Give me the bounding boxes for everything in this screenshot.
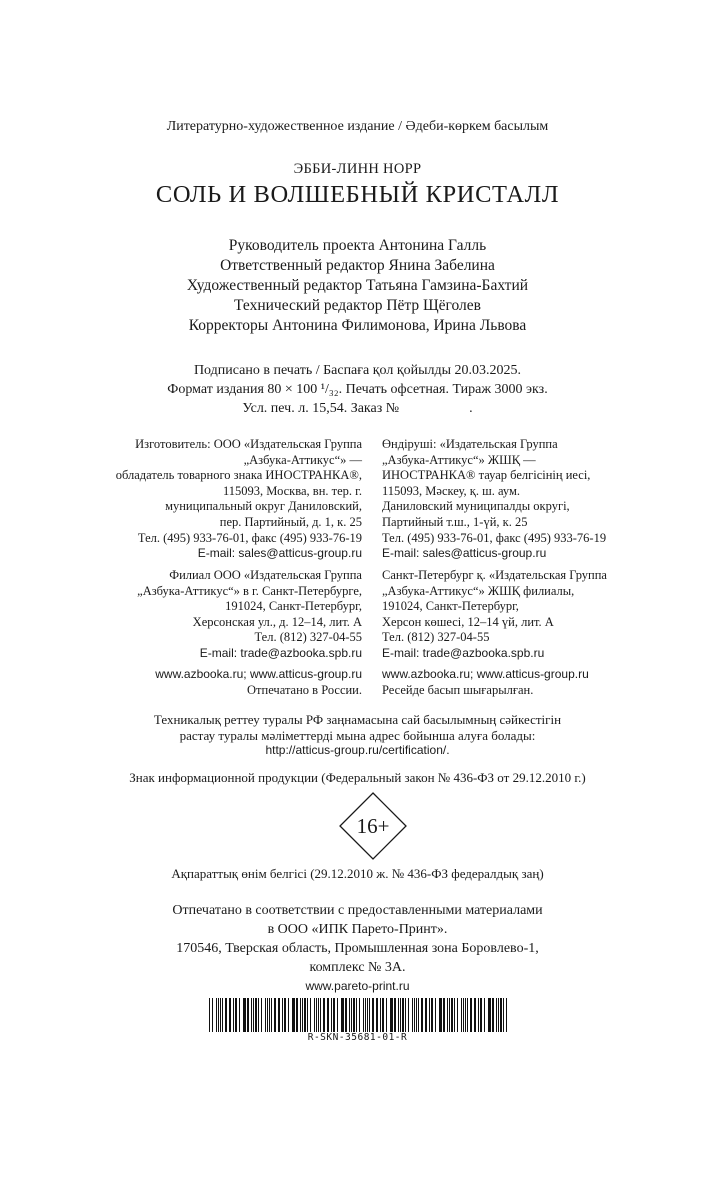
barcode-bar [467, 998, 468, 1032]
barcode-bar [382, 998, 384, 1032]
address-line: Херсон көшесі, 12–14 үй, лит. А [382, 614, 554, 629]
barcode-bar [498, 998, 499, 1032]
barcode-bar [454, 998, 455, 1032]
address-line: Даниловский муниципалды округі, [382, 499, 570, 514]
address-line: Тел. (495) 933-76-01, факс (495) 933-76-19 [137, 530, 362, 545]
barcode-bar [492, 998, 494, 1032]
barcode-bar [253, 998, 254, 1032]
barcode-bar [282, 998, 283, 1032]
print-details [0, 361, 715, 418]
address-line: Өндіруші: «Издательская Группа [382, 437, 558, 451]
barcode-bar [349, 998, 350, 1032]
barcode-bar [470, 998, 472, 1032]
address-line: муниципальный округ Даниловский, [165, 499, 362, 514]
manufacturer-ru [80, 437, 362, 562]
cert-url: http://atticus-group.ru/certification/. [265, 743, 450, 758]
manufacturer-kz [382, 437, 682, 562]
barcode-bar [271, 998, 272, 1032]
barcode-bar [220, 998, 221, 1032]
barcode-bar [292, 998, 295, 1032]
signed-date: Подписано в печать / Баспаға қол қойылды 20.03.2025. [193, 363, 522, 378]
barcode-bar [296, 998, 298, 1032]
barcode-bar [235, 998, 237, 1032]
web-kz [382, 667, 682, 698]
barcode-bar [480, 998, 482, 1032]
address-line: 115093, Мәскеу, қ. ш. аум. [382, 483, 520, 498]
barcode-bar [398, 998, 399, 1032]
barcode-bar [488, 998, 491, 1032]
barcode-bar [461, 998, 462, 1032]
barcode-bar [209, 998, 210, 1032]
barcode-bar [376, 998, 378, 1032]
barcode-bar [439, 998, 442, 1032]
printer-info [0, 901, 715, 996]
barcode-bar [369, 998, 370, 1032]
barcode-bar [443, 998, 445, 1032]
barcode-bar [341, 998, 344, 1032]
barcode-bar [307, 998, 308, 1032]
barcode-bar [331, 998, 332, 1032]
web-ru [80, 667, 362, 698]
address-line: Партийный т.ш., 1-үй, к. 25 [382, 514, 528, 529]
printer-line: комплекс № 3А. [309, 960, 406, 975]
barcode-bar [503, 998, 504, 1032]
tech-line: Техникалық реттеу туралы РФ заңнамасына сай басылымның сәйкестігін [153, 712, 562, 727]
barcode-bar [243, 998, 246, 1032]
barcode-bar [447, 998, 448, 1032]
printed-in: Ресейде басып шығарылған. [382, 682, 534, 697]
barcode-bar [478, 998, 479, 1032]
barcode-bar [365, 998, 366, 1032]
printed-in: Отпечатано в России. [247, 682, 362, 697]
book-title: СОЛЬ И ВОЛШЕБНЫЙ КРИСТАЛЛ [155, 181, 560, 208]
printer-line: в ООО «ИПК Парето-Принт». [267, 922, 448, 937]
address-line: Тел. (812) 327-04-55 [382, 630, 490, 645]
barcode-bar [284, 998, 286, 1032]
email-line: E-mail: sales@atticus-group.ru [382, 546, 547, 561]
barcode-bar [372, 998, 374, 1032]
barcode-bar [327, 998, 329, 1032]
barcode-bar [429, 998, 430, 1032]
barcode-bar [333, 998, 335, 1032]
barcode-bar [239, 998, 240, 1032]
barcode-bar [400, 998, 401, 1032]
address-line: „Азбука-Аттикус“» — [243, 452, 362, 467]
age-law-kz: Ақпараттық өнім белгісі (29.12.2010 ж. № 436-ФЗ федералдық заң) [171, 866, 544, 881]
address-line: Санкт-Петербург қ. «Издательская Группа [382, 568, 607, 582]
barcode-bar [451, 998, 453, 1032]
credits-block [0, 236, 715, 336]
address-line: „Азбука-Аттикус“» в г. Санкт-Петербурге, [137, 583, 362, 598]
tech-regulation [0, 712, 715, 759]
barcode-bar [457, 998, 458, 1032]
barcode-bar [288, 998, 289, 1032]
barcode-bar [418, 998, 419, 1032]
barcode-bar [412, 998, 413, 1032]
barcode-bar [425, 998, 427, 1032]
barcode-bar [310, 998, 311, 1032]
barcode-bar [318, 998, 319, 1032]
address-line: пер. Партийный, д. 1, к. 25 [219, 514, 362, 529]
barcode-bar [320, 998, 321, 1032]
address-line: Херсонская ул., д. 12–14, лит. А [192, 614, 362, 629]
barcode-bar [421, 998, 423, 1032]
barcode-bar [345, 998, 347, 1032]
format-line: Формат издания 80 × 100 ¹/₃₂. Печать офсетная. Тираж 3000 экз. [167, 382, 548, 397]
printer-url: www.pareto-print.ru [305, 979, 410, 993]
barcode-bar [247, 998, 249, 1032]
barcode-bar [233, 998, 234, 1032]
barcode-bar [225, 998, 227, 1032]
barcode-bar [431, 998, 433, 1032]
barcode-bar [267, 998, 268, 1032]
barcode-bar [408, 998, 409, 1032]
tech-line: растау туралы мәліметтерді мына адрес бойынша алуға болады: [179, 727, 536, 743]
barcode-bar [302, 998, 303, 1032]
address-line: Тел. (812) 327-04-55 [254, 630, 362, 645]
barcode-bar [222, 998, 223, 1032]
barcode-bar [449, 998, 450, 1032]
barcode-bar [229, 998, 231, 1032]
barcode-bar [316, 998, 317, 1032]
barcode-bar [274, 998, 276, 1032]
credit-line: Технический редактор Пётр Щёголев [234, 297, 481, 314]
address-line: „Азбука-Аттикус“» ЖШҚ филиалы, [382, 583, 575, 598]
email-line: E-mail: trade@azbooka.spb.ru [199, 645, 362, 660]
sheets-text: Усл. печ. л. 15,54. Заказ № [242, 401, 400, 416]
address-line: ИНОСТРАНКА® тауар белгісінің иесі, [382, 468, 591, 483]
web-line: www.azbooka.ru; www.atticus-group.ru [155, 667, 362, 681]
barcode-bar [474, 998, 476, 1032]
credit-line: Ответственный редактор Янина Забелина [220, 257, 495, 274]
barcode-bar [416, 998, 417, 1032]
sheets-end: . [469, 401, 473, 416]
barcode-bar [269, 998, 270, 1032]
barcode-bar [367, 998, 368, 1032]
barcode-bar [255, 998, 257, 1032]
barcode-bar [300, 998, 301, 1032]
barcode-bar [435, 998, 436, 1032]
age-law-ru: Знак информационной продукции (Федеральный закон № 436-ФЗ от 29.12.2010 г.) [129, 770, 586, 785]
web-line: www.azbooka.ru; www.atticus-group.ru [382, 667, 589, 681]
barcode-bar [356, 998, 357, 1032]
barcode-bar [363, 998, 364, 1032]
barcode-text: R-SKN-35681-01-R [307, 1032, 408, 1043]
barcode-bar [500, 998, 502, 1032]
barcode-bar [218, 998, 219, 1032]
barcode-bar [212, 998, 213, 1032]
email-line: E-mail: sales@atticus-group.ru [197, 546, 362, 561]
barcode-bar [323, 998, 325, 1032]
address-line: Изготовитель: ООО «Издательская Группа [135, 437, 362, 451]
barcode-bar [216, 998, 217, 1032]
address-line: обладатель товарного знака ИНОСТРАНКА®, [115, 468, 362, 483]
barcode-bar [359, 998, 360, 1032]
barcode-bar [484, 998, 485, 1032]
barcode-bar [337, 998, 338, 1032]
age-rating: 16+ [356, 814, 390, 838]
barcode-bar [265, 998, 266, 1032]
series-line: Литературно-художественное издание / Әдеби-көркем басылым [166, 119, 549, 134]
email-line: E-mail: trade@azbooka.spb.ru [382, 645, 545, 660]
age-rating-badge [339, 792, 407, 860]
credit-line: Корректоры Антонина Филимонова, Ирина Львова [188, 317, 527, 334]
author-name: ЭББИ-ЛИНН НОРР [293, 161, 422, 177]
address-line: Филиал ООО «Издательская Группа [169, 568, 362, 582]
barcode-bar [414, 998, 415, 1032]
address-line: 191024, Санкт-Петербург, [225, 599, 362, 614]
sheets-line [0, 399, 715, 418]
barcode-bar [304, 998, 306, 1032]
address-line: „Азбука-Аттикус“» ЖШҚ — [382, 452, 536, 467]
barcode-bar [496, 998, 497, 1032]
barcode-bar [258, 998, 259, 1032]
barcode [209, 998, 509, 1032]
barcode-bar [261, 998, 262, 1032]
barcode-bar [251, 998, 252, 1032]
branch-ru [80, 568, 362, 662]
printer-line: 170546, Тверская область, Промышленная зона Боровлево-1, [176, 941, 539, 956]
barcode-bar [405, 998, 406, 1032]
barcode-bar [278, 998, 280, 1032]
barcode-bar [390, 998, 393, 1032]
barcode-bar [402, 998, 404, 1032]
barcode-bar [353, 998, 355, 1032]
barcode-bar [386, 998, 387, 1032]
barcode-bar [394, 998, 396, 1032]
branch-kz [382, 568, 682, 662]
barcode-bar [351, 998, 352, 1032]
barcode-bar [380, 998, 381, 1032]
barcode-bar [465, 998, 466, 1032]
address-line: Тел. (495) 933-76-01, факс (495) 933-76-19 [382, 530, 607, 545]
address-line: 115093, Москва, вн. тер. г. [222, 483, 362, 498]
credit-line: Художественный редактор Татьяна Гамзина-Бахтий [186, 277, 529, 294]
barcode-bar [314, 998, 315, 1032]
printer-line: Отпечатано в соответствии с предоставленными материалами [172, 903, 543, 918]
barcode-bar [463, 998, 464, 1032]
address-line: 191024, Санкт-Петербург, [382, 599, 519, 614]
credit-line: Руководитель проекта Антонина Галль [228, 237, 487, 254]
barcode-bar [506, 998, 507, 1032]
